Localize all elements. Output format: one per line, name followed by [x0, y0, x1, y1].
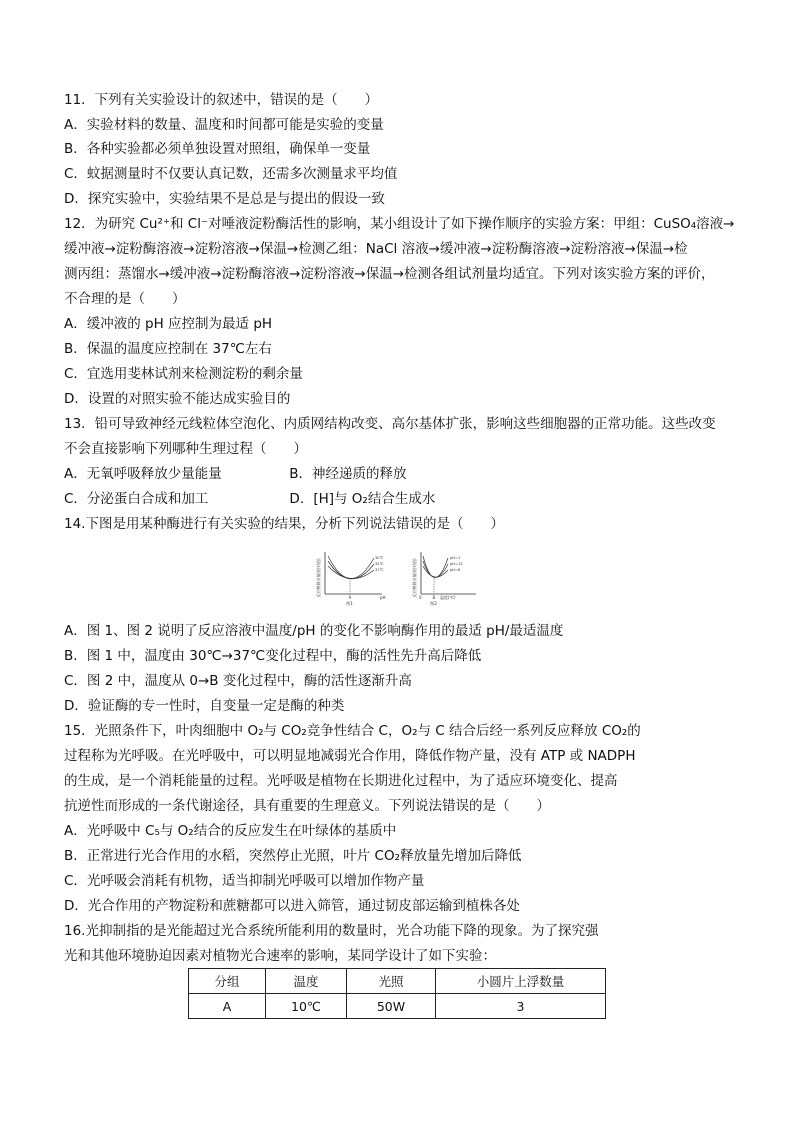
figure-2-origin: 0 — [419, 595, 422, 600]
figure-2-legend-1: pH=1 — [450, 556, 461, 560]
question-12-option-b: B．保温的温度应控制在 37℃左右 — [64, 341, 272, 357]
figure-2-legend-3: pH=6 — [450, 568, 461, 572]
table-cell-floating-discs: 3 — [436, 994, 606, 1019]
question-15-stem-line-4: 抗逆性而形成的一条代谢途径，具有重要的生理意义。下列说法错误的是（ ） — [64, 798, 550, 814]
question-15-option-c: C．光呼吸会消耗有机物，适当抑制光呼吸可以增加作物产量 — [64, 873, 425, 889]
question-15-stem-line-3: 的生成，是一个消耗能量的过程。光呼吸是植物在长期进化过程中，为了适应环境变化、提高 — [64, 773, 618, 789]
question-12-stem-line-3: 测丙组：蒸馏水→缓冲液→淀粉酶溶液→淀粉溶液→保温→检测各组试剂量均适宜。下列对该实验方案的评价， — [64, 266, 715, 282]
figure-1 — [316, 552, 386, 606]
question-13-stem-line-2: 不会直接影响下列哪种生理过程（ ） — [64, 441, 307, 457]
question-14-option-d: D．验证酶的专一性时，自变量一定是酶的种类 — [64, 698, 345, 714]
question-13-options-ab: A．无氧呼吸释放少量能量 B．神经递质的释放 — [64, 466, 407, 482]
question-15-option-b: B．正常进行光合作用的水稻，突然停止光照，叶片 CO₂释放量先增加后降低 — [64, 848, 522, 864]
experiment-table — [188, 968, 606, 1019]
figure-2-xlabel: 温度(℃) — [440, 595, 456, 600]
figure-1-legend-2: 35℃ — [375, 562, 384, 566]
question-12-stem-line-2: 缓冲液→淀粉酶溶液→淀粉溶液→保温→检测乙组：NaCl 溶液→缓冲液→淀粉酶溶液→淀粉溶液→保温→检 — [64, 241, 688, 257]
table-cell-light: 50W — [347, 994, 436, 1019]
figure-1-legend-1: 30℃ — [375, 556, 384, 560]
question-12-stem-line-1: 12．为研究 Cu²⁺和 Cl⁻对唾液淀粉酶活性的影响，某小组设计了如下操作顺序的实验方案：甲组：CuSO₄溶液→ — [64, 216, 735, 232]
question-11-option-b: B．各种实验都必须单独设置对照组，确保单一变量 — [64, 141, 371, 157]
figure-1-xlabel: pH — [380, 595, 386, 600]
question-11-option-d: D．探究实验中，实验结果不是总是与提出的假设一致 — [64, 191, 385, 207]
table-row — [189, 994, 606, 1019]
question-15-option-a: A．光呼吸中 C₅与 O₂结合的反应发生在叶绿体的基质中 — [64, 823, 397, 839]
question-15-option-d: D．光合作用的产物淀粉和蔗糖都可以进入筛管，通过韧皮部运输到植株各处 — [64, 898, 520, 914]
table-header-light: 光照 — [347, 969, 436, 994]
question-12-stem-line-4: 不合理的是（ ） — [64, 291, 186, 307]
figure-1-curve-2 — [328, 561, 374, 579]
figure-2-caption: 图2 — [430, 601, 437, 606]
table-header-floating-discs: 小圆片上浮数量 — [436, 969, 606, 994]
question-16-stem-line-1: 16.光抑制指的是光能超过光合系统所能利用的数量时，光合功能下降的现象。为了探究强 — [64, 923, 599, 939]
figure-2-curve-1 — [423, 556, 448, 578]
figure-1-legend-3: 37℃ — [375, 568, 384, 572]
table-header-temperature: 温度 — [266, 969, 347, 994]
question-12-option-d: D．设置的对照实验不能达成实验目的 — [64, 391, 291, 407]
figure-2-ylabel: 反应物剩余量(相对值) — [412, 558, 417, 598]
table-header-row — [189, 969, 606, 994]
enzyme-experiment-figure — [316, 548, 486, 606]
question-14-option-c: C．图 2 中，温度从 0→B 变化过程中，酶的活性逐渐升高 — [64, 673, 412, 689]
table-header-group: 分组 — [189, 969, 266, 994]
question-15-stem-line-2: 过程称为光呼吸。在光呼吸中，可以明显地减弱光合作用，降低作物产量，没有 ATP 或 NADPH — [64, 748, 636, 764]
figure-2-xtick: B — [432, 595, 436, 600]
figure-1-ylabel: 反应物剩余量(相对值) — [316, 558, 321, 598]
table-cell-temperature: 10℃ — [266, 994, 347, 1019]
figure-1-caption: 图1 — [346, 601, 353, 606]
question-15-stem-line-1: 15．光照条件下，叶肉细胞中 O₂与 CO₂竞争性结合 C，O₂与 C 结合后经一系列反应释放 CO₂的 — [64, 723, 641, 739]
figure-2 — [411, 552, 476, 606]
question-12-option-c: C．宜选用斐林试剂来检测淀粉的剩余量 — [64, 366, 303, 382]
figure-1-xtick: A — [348, 595, 352, 600]
question-11-option-a: A．实验材料的数量、温度和时间都可能是实验的变量 — [64, 117, 384, 133]
question-11-stem: 11．下列有关实验设计的叙述中，错误的是（ ） — [64, 92, 379, 108]
question-14-option-a: A．图 1、图 2 说明了反应溶液中温度/pH 的变化不影响酶作用的最适 pH/最适温度 — [64, 623, 564, 639]
question-13-options-cd: C．分泌蛋白合成和加工 D．[H]与 O₂结合生成水 — [64, 491, 436, 507]
question-14-stem: 14.下图是用某种酶进行有关实验的结果，分析下列说法错误的是（ ） — [64, 516, 504, 532]
figure-1-curve-1 — [328, 556, 374, 579]
question-16-stem-line-2: 光和其他环境胁迫因素对植物光合速率的影响，某同学设计了如下实验： — [64, 948, 496, 964]
figure-2-legend-2: pH=13 — [450, 562, 463, 566]
table-cell-group: A — [189, 994, 266, 1019]
question-11-option-c: C．蚊据测量时不仅要认真记数，还需多次测量求平均值 — [64, 166, 398, 182]
question-14-option-b: B．图 1 中，温度由 30℃→37℃变化过程中，酶的活性先升高后降低 — [64, 648, 482, 664]
figure-2-curve-2 — [423, 561, 448, 577]
question-12-option-a: A．缓冲液的 pH 应控制为最适 pH — [64, 316, 273, 332]
question-13-stem-line-1: 13．铅可导致神经元线粒体空泡化、内质网结构改变、高尔基体扩张，影响这些细胞器的正常功能。这些改变 — [64, 416, 716, 432]
